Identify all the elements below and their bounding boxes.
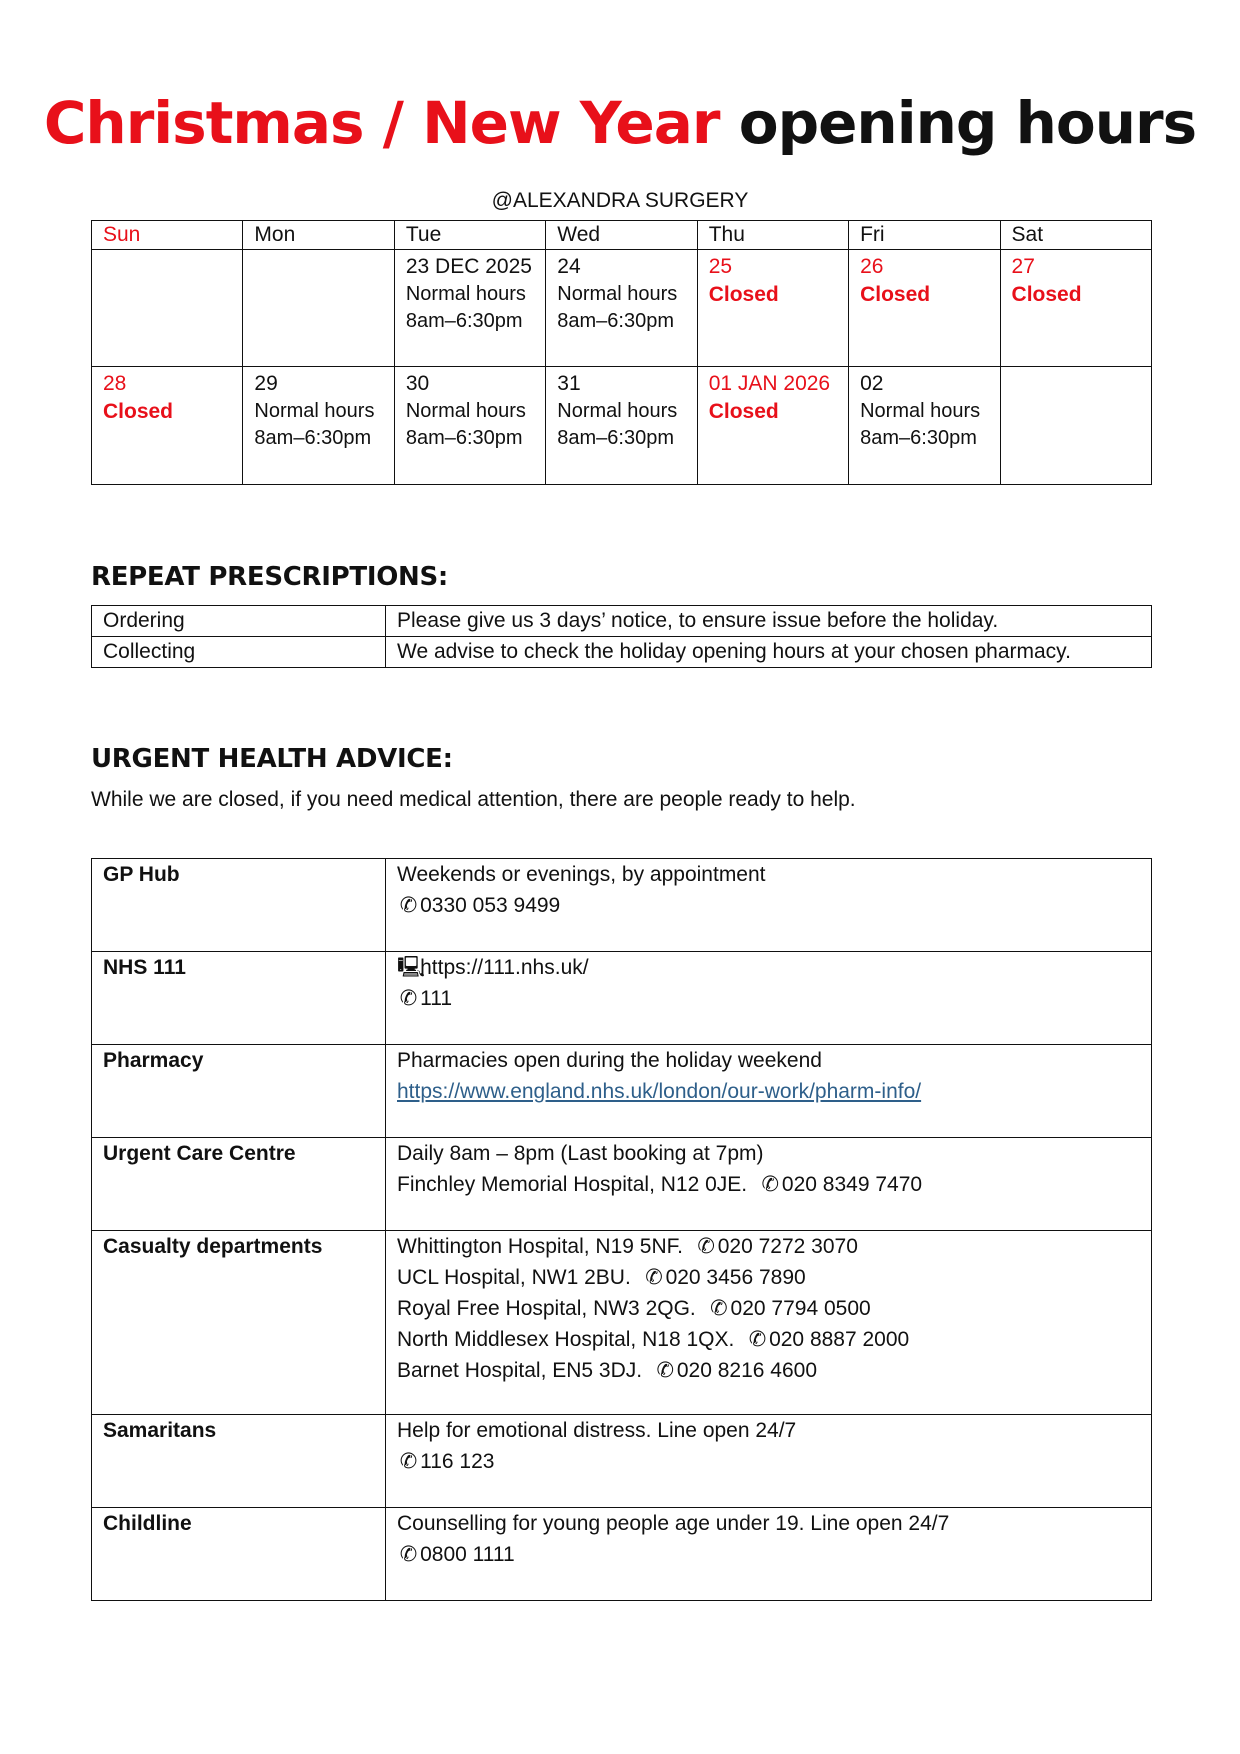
row-label: Ordering [92,606,386,637]
cell-date: 26 [860,255,884,278]
cell-date: 02 [860,372,884,395]
calendar-cell-wed-24 [546,250,697,367]
row-text: We advise to check the holiday opening hours at your chosen pharmacy. [386,637,1152,668]
calendar-cell-tue-30 [394,367,545,485]
calendar-cell-fri-02 [849,367,1000,485]
table-row [92,859,1152,952]
address: Barnet Hospital, EN5 3DJ. [397,1359,643,1382]
table-row [92,1508,1152,1601]
day-header-wed: Wed [546,221,697,250]
address: Finchley Memorial Hospital, N12 0JE. [397,1173,748,1196]
address-line [397,1355,1140,1386]
calendar-cell-thu-25 [697,250,848,367]
cell-date: 23 DEC 2025 [405,255,532,278]
cell-hours: 8am–6:30pm [405,427,523,449]
table-row [92,606,1152,637]
phone-line[interactable] [397,890,1140,921]
service-name: NHS 111 [92,952,386,1045]
phone-icon: ✆ [399,1450,418,1473]
opening-hours-calendar [91,220,1152,485]
address-line [397,1324,1140,1355]
row-label: Collecting [92,637,386,668]
urgent-intro: While we are closed, if you need medical attention, there are people ready to help. [91,788,856,811]
cell-status: Normal hours [254,400,375,422]
address: Royal Free Hospital, NW3 2QG. [397,1297,696,1320]
cell-hours: 8am–6:30pm [557,427,675,449]
detail-line: Counselling for young people age under 19. Line open 24/7 [397,1512,950,1535]
detail-line: Help for emotional distress. Line open 24/7 [397,1419,797,1442]
day-header-tue: Tue [394,221,545,250]
pharmacy-info-link[interactable]: https://www.england.nhs.uk/london/our-work/pharm-info/ [397,1080,922,1103]
service-name: GP Hub [92,859,386,952]
cell-status: Normal hours [557,400,678,422]
cell-date: 27 [1011,255,1035,278]
calendar-cell-tue-23 [394,250,545,367]
cell-status-closed: Closed [708,400,779,423]
repeat-prescriptions-heading: REPEAT PRESCRIPTIONS: [91,562,448,592]
phone-number[interactable]: 020 8216 4600 [676,1359,818,1382]
phone-line[interactable] [397,1446,1140,1477]
cell-date: 25 [708,255,733,278]
cell-hours: 8am–6:30pm [860,427,977,449]
phone-number[interactable]: 020 7794 0500 [730,1297,871,1320]
address-line [397,1231,1140,1262]
service-name: Samaritans [92,1415,386,1508]
table-row [92,637,1152,668]
calendar-cell-thu-01 [697,367,848,485]
service-details [386,1415,1152,1508]
cell-status: Normal hours [860,400,981,422]
cell-date: 30 [405,372,430,395]
table-row [92,1231,1152,1415]
calendar-week-row [92,367,1152,485]
phone-number: 116 123 [420,1450,495,1473]
detail-line: Daily 8am – 8pm (Last booking at 7pm) [397,1142,764,1165]
calendar-cell-empty [243,250,394,367]
phone-icon: ✆ [748,1328,767,1351]
phone-number: 0330 053 9499 [420,894,561,917]
web-line[interactable] [397,952,1140,983]
calendar-cell-empty [1000,367,1151,485]
table-row [92,1045,1152,1138]
phone-number[interactable]: 020 8887 2000 [769,1328,910,1351]
title-red-part: Christmas / New Year [43,89,720,157]
cell-status: Normal hours [405,400,526,422]
address-line [397,1293,1140,1324]
cell-hours: 8am–6:30pm [254,427,372,449]
phone-line[interactable] [397,1539,1140,1570]
cell-hours: 8am–6:30pm [405,310,523,332]
cell-date: 31 [557,372,581,395]
phone-icon: ✆ [710,1297,728,1320]
phone-number: 0800 1111 [420,1543,515,1566]
address: UCL Hospital, NW1 2BU. [397,1266,631,1289]
address: Whittington Hospital, N19 5NF. [397,1235,683,1258]
phone-icon: ✆ [656,1359,675,1382]
table-row [92,1415,1152,1508]
phone-icon: ✆ [645,1266,663,1289]
table-row [92,952,1152,1045]
cell-status-closed: Closed [103,400,174,423]
urgent-health-heading: URGENT HEALTH ADVICE: [91,744,453,774]
phone-number[interactable]: 020 7272 3070 [717,1235,858,1258]
service-details [386,1138,1152,1231]
phone-number: 111 [420,987,453,1010]
service-details [386,1231,1152,1415]
day-header-fri: Fri [849,221,1000,250]
calendar-cell-sun-28 [92,367,243,485]
cell-status-closed: Closed [1011,283,1082,306]
calendar-cell-sat-27 [1000,250,1151,367]
cell-status-closed: Closed [708,283,779,306]
service-details [386,1508,1152,1601]
phone-icon: ✆ [697,1235,715,1258]
calendar-cell-mon-29 [243,367,394,485]
detail-line: Weekends or evenings, by appointment [397,863,766,886]
calendar-week-row [92,250,1152,367]
repeat-prescriptions-table [91,605,1152,668]
phone-number[interactable]: 020 8349 7470 [781,1173,923,1196]
calendar-cell-wed-31 [546,367,697,485]
service-name: Urgent Care Centre [92,1138,386,1231]
calendar-header-row [92,221,1152,250]
row-text: Please give us 3 days’ notice, to ensure issue before the holiday. [386,606,1152,637]
title-black-part: opening hours [738,89,1197,157]
day-header-mon: Mon [243,221,394,250]
calendar-cell-empty [92,250,243,367]
cell-date: 01 JAN 2026 [708,372,831,395]
service-details [386,952,1152,1045]
service-name: Pharmacy [92,1045,386,1138]
day-header-sun: Sun [92,221,243,250]
address: North Middlesex Hospital, N18 1QX. [397,1328,735,1351]
phone-icon: ✆ [399,1543,418,1566]
day-header-thu: Thu [697,221,848,250]
phone-icon: ✆ [399,894,418,917]
website-address: https://111.nhs.uk/ [420,956,589,979]
phone-icon: ✆ [761,1173,780,1196]
phone-number[interactable]: 020 3456 7890 [665,1266,806,1289]
cell-date: 24 [557,255,581,278]
service-details [386,859,1152,952]
service-name: Casualty departments [92,1231,386,1415]
page-title [0,89,1240,157]
cell-status: Normal hours [405,283,526,305]
phone-icon: ✆ [399,987,418,1010]
cell-date: 29 [254,372,278,395]
phone-line[interactable] [397,983,1140,1014]
detail-line: Pharmacies open during the holiday weekend [397,1049,822,1072]
day-header-sat: Sat [1000,221,1151,250]
urgent-help-table [91,858,1152,1601]
calendar-cell-fri-26 [849,250,1000,367]
cell-status: Normal hours [557,283,678,305]
cell-hours: 8am–6:30pm [557,310,675,332]
service-details [386,1045,1152,1138]
computer-icon: 🖳 [397,956,426,979]
subtitle: @ALEXANDRA SURGERY [491,189,749,212]
cell-date: 28 [103,372,127,395]
address-line [397,1262,1140,1293]
cell-status-closed: Closed [860,283,931,306]
table-row [92,1138,1152,1231]
address-line [397,1169,1140,1200]
service-name: Childline [92,1508,386,1601]
